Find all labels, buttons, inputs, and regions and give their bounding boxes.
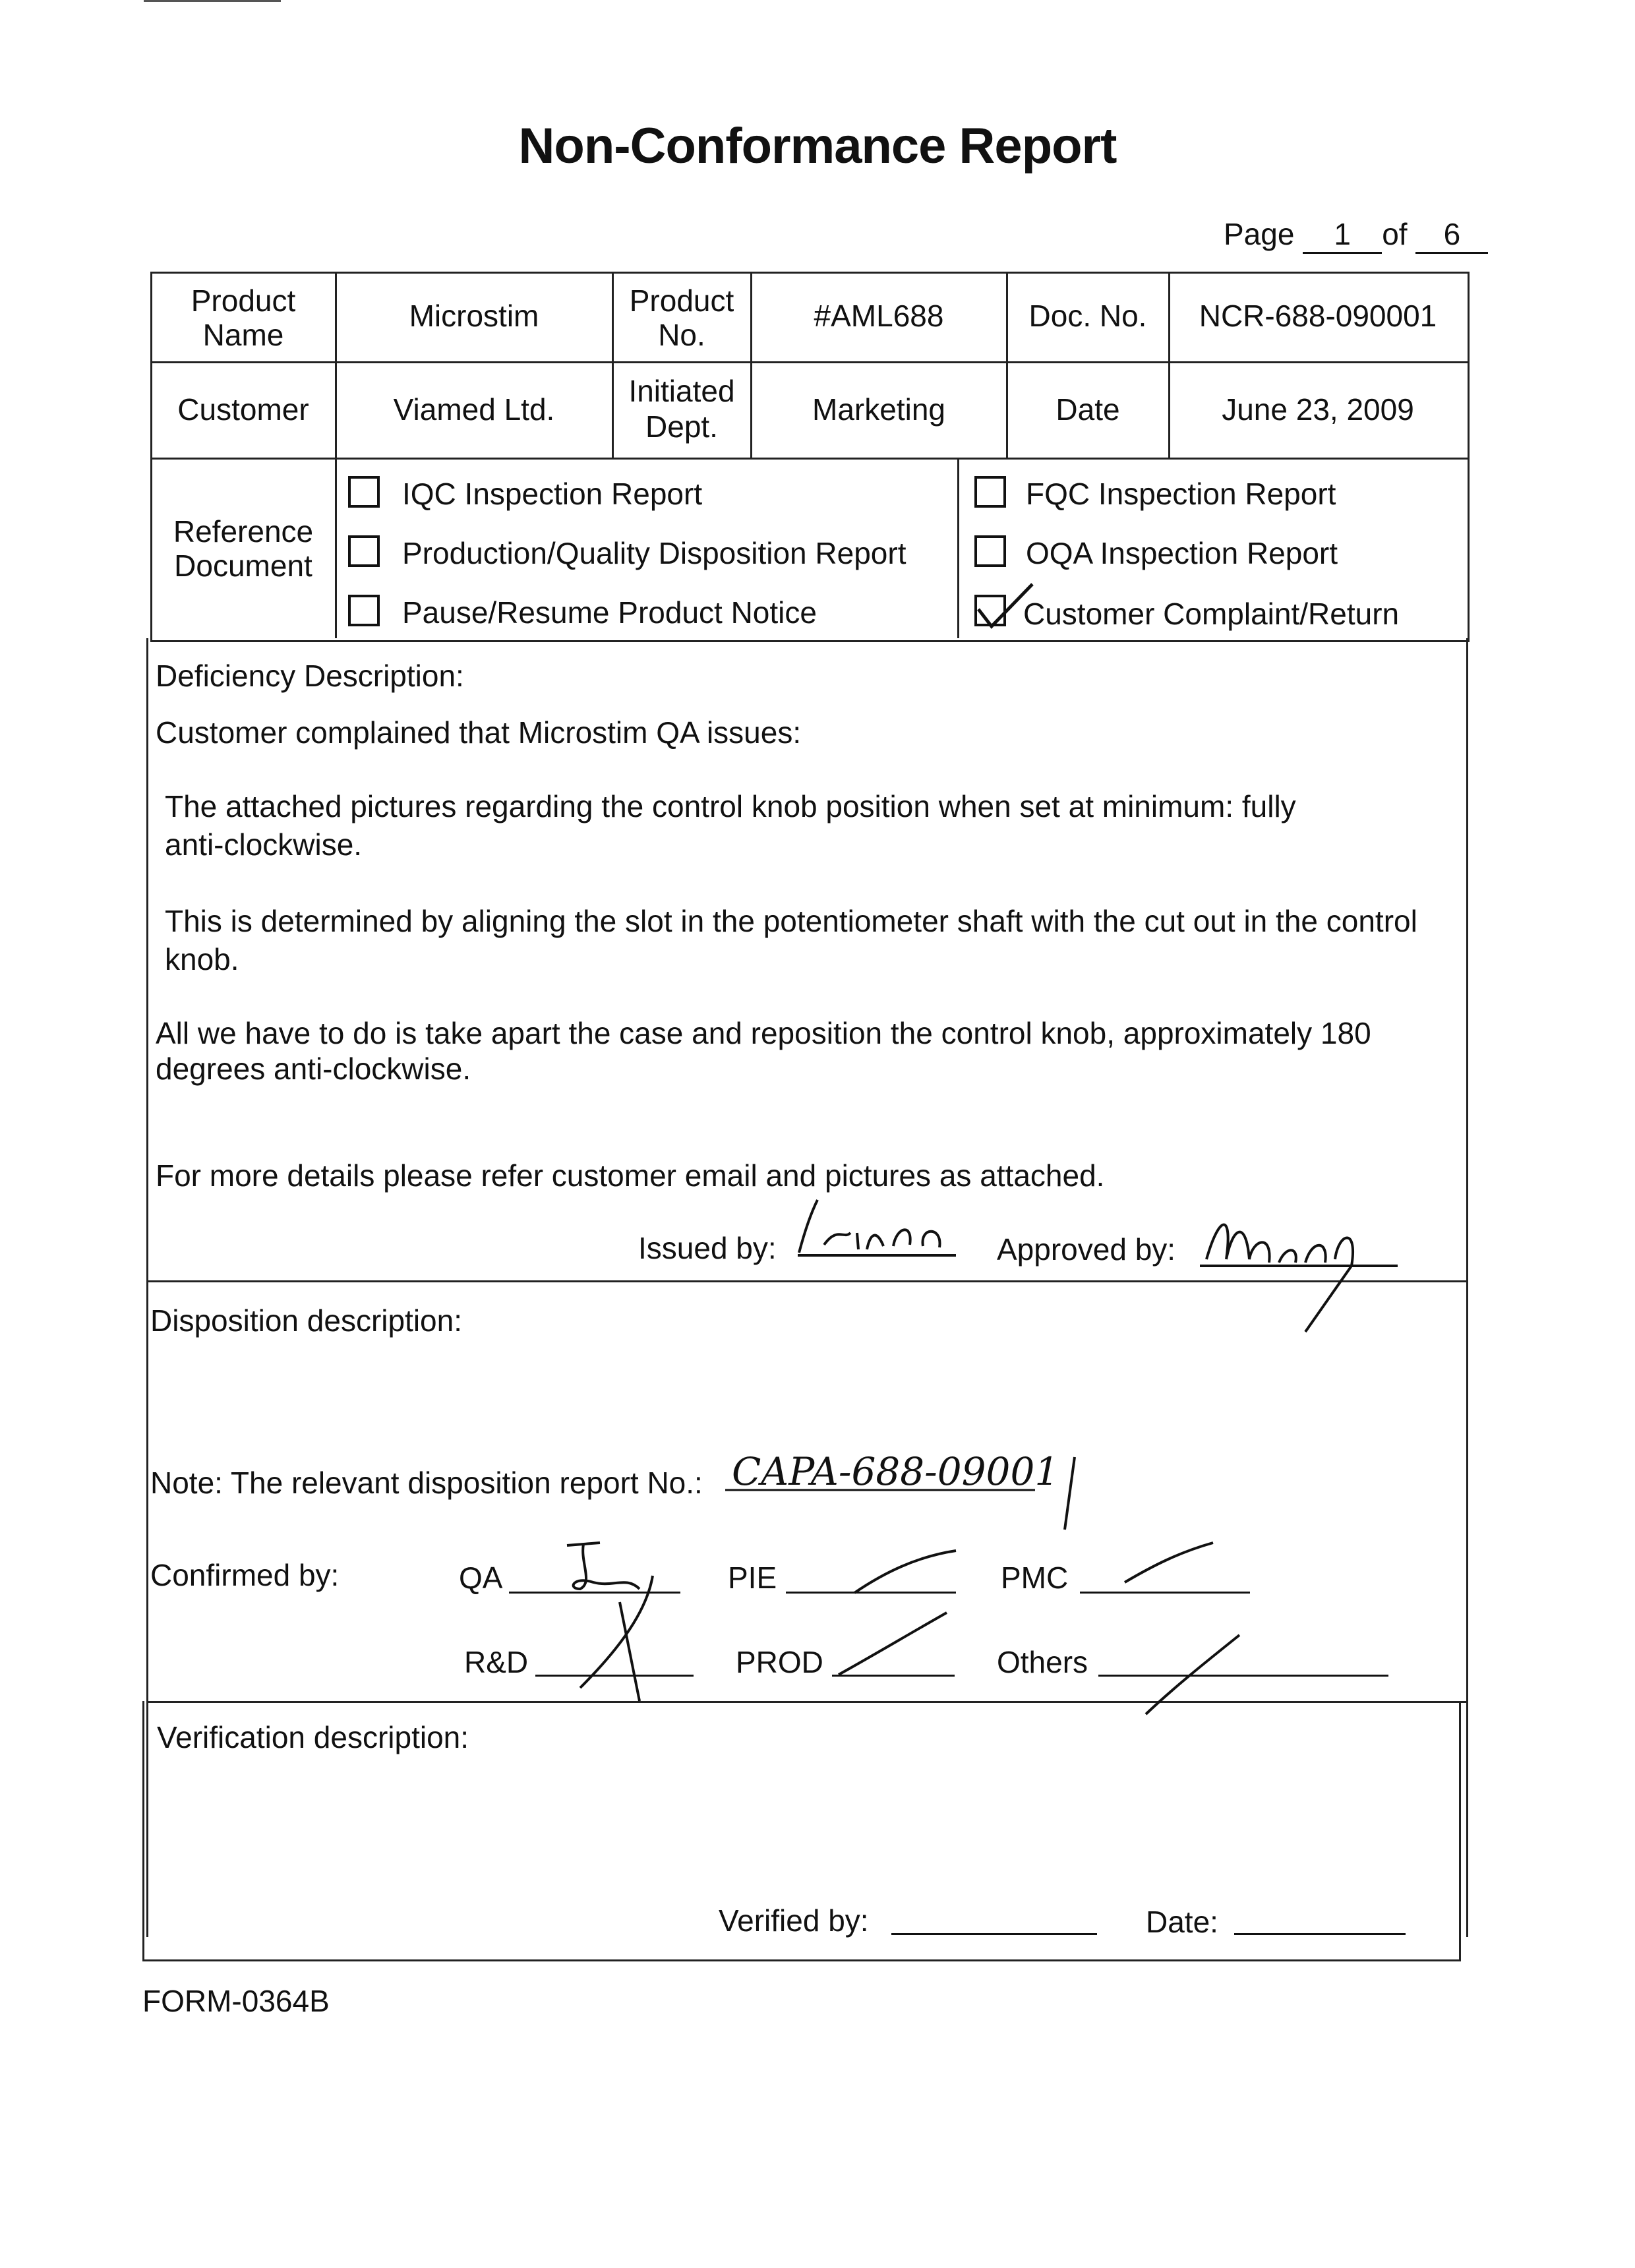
others-signature xyxy=(1141,1628,1246,1721)
page-of-label: of xyxy=(1382,217,1408,251)
prod-signature xyxy=(835,1609,953,1681)
page-indicator xyxy=(1224,216,1488,254)
qa-label: QA xyxy=(459,1561,503,1595)
disposition-note-value: CAPA-688-09001 xyxy=(732,1449,1059,1494)
deficiency-para3-line1: All we have to do is take apart the case and reposition the control knob, approximately 180 xyxy=(156,1016,1371,1050)
others-label: Others xyxy=(997,1645,1088,1679)
qa-signature xyxy=(554,1536,699,1708)
deficiency-heading: Deficiency Description: xyxy=(156,659,464,693)
option-iqc-label: IQC Inspection Report xyxy=(402,477,703,511)
approved-by-signature xyxy=(1187,1200,1404,1345)
option-fqc-label: FQC Inspection Report xyxy=(1026,477,1336,511)
doc-no-label: Doc. No. xyxy=(1028,299,1147,333)
page-current: 1 xyxy=(1303,216,1382,254)
deficiency-para2-line1: This is determined by aligning the slot in the potentiometer shaft with the cut out in the control xyxy=(165,904,1417,938)
product-name-value: Microstim xyxy=(409,299,539,333)
page-label: Page xyxy=(1224,217,1295,251)
verification-heading: Verification description: xyxy=(157,1720,469,1754)
product-no-label: Product No. xyxy=(629,284,734,352)
option-production-quality-label: Production/Quality Disposition Report xyxy=(402,536,907,570)
deficiency-refer: For more details please refer customer email and pictures as attached. xyxy=(156,1158,1105,1193)
disposition-note-label: Note: The relevant disposition report No.: xyxy=(150,1466,703,1500)
initiated-dept-value: Marketing xyxy=(812,392,945,427)
reference-document-label: Reference Document xyxy=(173,514,314,583)
deficiency-para3-line2: degrees anti-clockwise. xyxy=(156,1052,471,1086)
doc-no-value: NCR-688-090001 xyxy=(1199,299,1437,333)
verification-date-line xyxy=(1234,1933,1406,1935)
checkbox-oqa[interactable] xyxy=(974,535,1006,567)
page-total: 6 xyxy=(1415,216,1488,254)
checkbox-pause-resume[interactable] xyxy=(348,595,380,626)
deficiency-para1-line2: anti-clockwise. xyxy=(165,827,363,862)
deficiency-para1-line1: The attached pictures regarding the control knob position when set at minimum: fully xyxy=(165,789,1296,823)
checkbox-production-quality[interactable] xyxy=(348,535,380,567)
scan-mark xyxy=(144,0,281,2)
checkbox-fqc[interactable] xyxy=(974,476,1006,508)
option-customer-complaint-label: Customer Complaint/Return xyxy=(1023,597,1400,631)
deficiency-para2-line2: knob. xyxy=(165,942,239,976)
date-label: Date xyxy=(1055,392,1120,427)
form-number: FORM-0364B xyxy=(142,1984,330,2018)
product-no-value: #AML688 xyxy=(814,299,944,333)
prod-label: PROD xyxy=(736,1645,823,1679)
checkbox-iqc[interactable] xyxy=(348,476,380,508)
option-oqa-label: OQA Inspection Report xyxy=(1026,536,1338,570)
pmc-label: PMC xyxy=(1001,1561,1069,1595)
confirmed-by-label: Confirmed by: xyxy=(150,1558,340,1592)
verified-by-label: Verified by: xyxy=(719,1903,869,1938)
pie-label: PIE xyxy=(728,1561,777,1595)
disposition-heading: Disposition description: xyxy=(150,1303,463,1338)
customer-label: Customer xyxy=(177,392,309,427)
rd-label: R&D xyxy=(464,1645,529,1679)
customer-value: Viamed Ltd. xyxy=(393,392,555,427)
date-value: June 23, 2009 xyxy=(1222,392,1414,427)
verified-by-line xyxy=(891,1933,1097,1935)
deficiency-intro: Customer complained that Microstim QA issues: xyxy=(156,715,802,750)
pie-signature xyxy=(850,1547,963,1599)
product-name-label: Product Name xyxy=(191,284,296,352)
pmc-signature xyxy=(1121,1539,1220,1592)
issued-by-label: Issued by: xyxy=(638,1231,777,1265)
approved-by-label: Approved by: xyxy=(997,1232,1176,1267)
issued-by-signature xyxy=(785,1187,963,1266)
disposition-note-handwriting xyxy=(719,1444,1101,1536)
verification-date-label: Date: xyxy=(1146,1905,1218,1939)
page-title: Non-Conformance Report xyxy=(518,118,1117,174)
option-pause-resume-label: Pause/Resume Product Notice xyxy=(402,595,817,630)
initiated-dept-label: Initiated Dept. xyxy=(628,374,735,444)
